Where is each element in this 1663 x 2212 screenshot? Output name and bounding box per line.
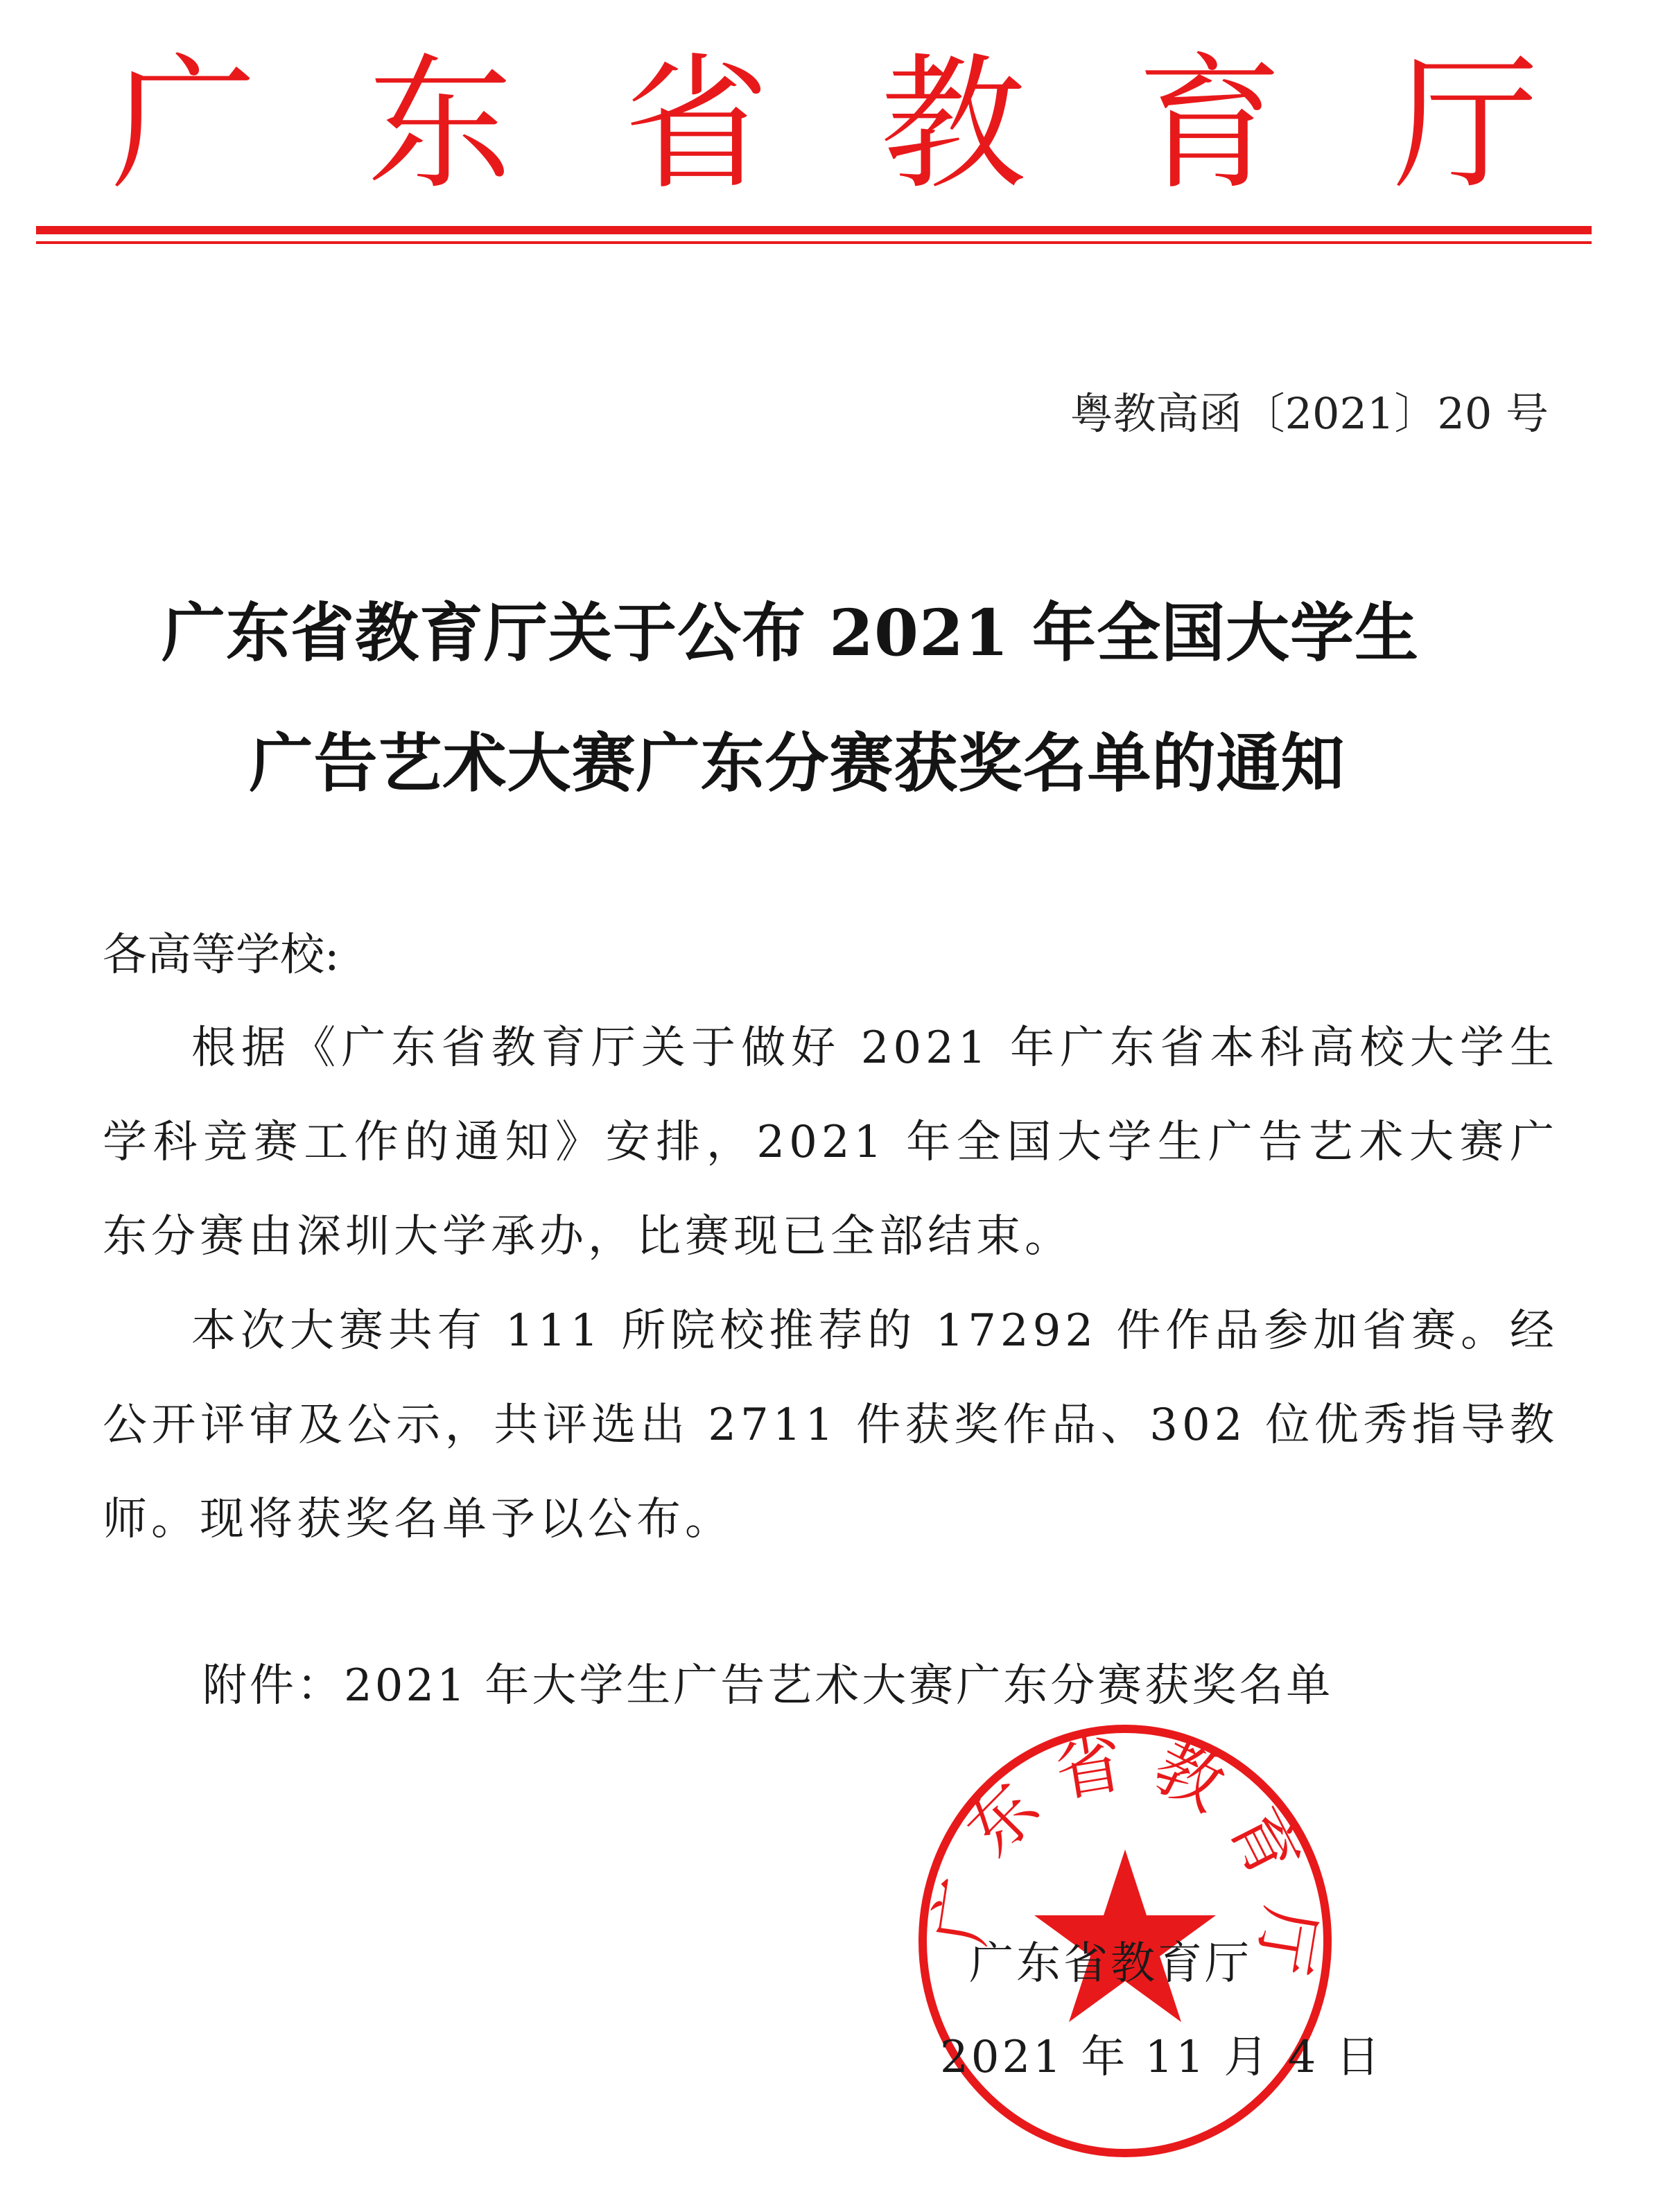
letterhead <box>42 42 1594 208</box>
letterhead-char: 广 <box>111 40 257 209</box>
body-paragraph: 根据《广东省教育厅关于做好 2021 年广东省本科高校大学生学科竞赛工作的通知》安排，2021 年全国大学生广告艺术大赛广东分赛由深圳大学承办，比赛现已全部结束。 <box>103 1022 1558 1262</box>
attachment-line: 附件：2021 年大学生广告艺术大赛广东分赛获奖名单 <box>202 1660 1334 1712</box>
letterhead-char: 东 <box>367 40 513 209</box>
issue-date: 2021 年 11 月 4 日 <box>940 2032 1383 2083</box>
document-number: 粤教高函〔2021〕20 号 <box>1070 388 1549 439</box>
letterhead-char: 育 <box>1136 40 1282 209</box>
seal-arc-text: 广东省教育厅 <box>920 1721 1330 2001</box>
issuer-name: 广东省教育厅 <box>969 1938 1252 1989</box>
seal-star-icon <box>1034 1849 1216 2022</box>
body-paragraph: 本次大赛共有 111 所院校推荐的 17292 件作品参加省赛。经公开评审及公示，共评选出 2711 件获奖作品、302 位优秀指导教师。现将获奖名单予以公布。 <box>103 1305 1558 1545</box>
salutation: 各高等学校: <box>103 930 340 981</box>
letterhead-rule-thin <box>36 241 1592 244</box>
document-title-line-2: 广告艺术大赛广东分赛获奖名单的通知 <box>249 726 1346 801</box>
letterhead-char: 厅 <box>1393 40 1539 209</box>
letterhead-rule-thick <box>36 226 1592 234</box>
letterhead-char: 教 <box>880 40 1026 209</box>
letterhead-char: 省 <box>623 40 769 209</box>
document-title-line-1: 广东省教育厅关于公布 2021 年全国大学生 <box>161 595 1420 670</box>
